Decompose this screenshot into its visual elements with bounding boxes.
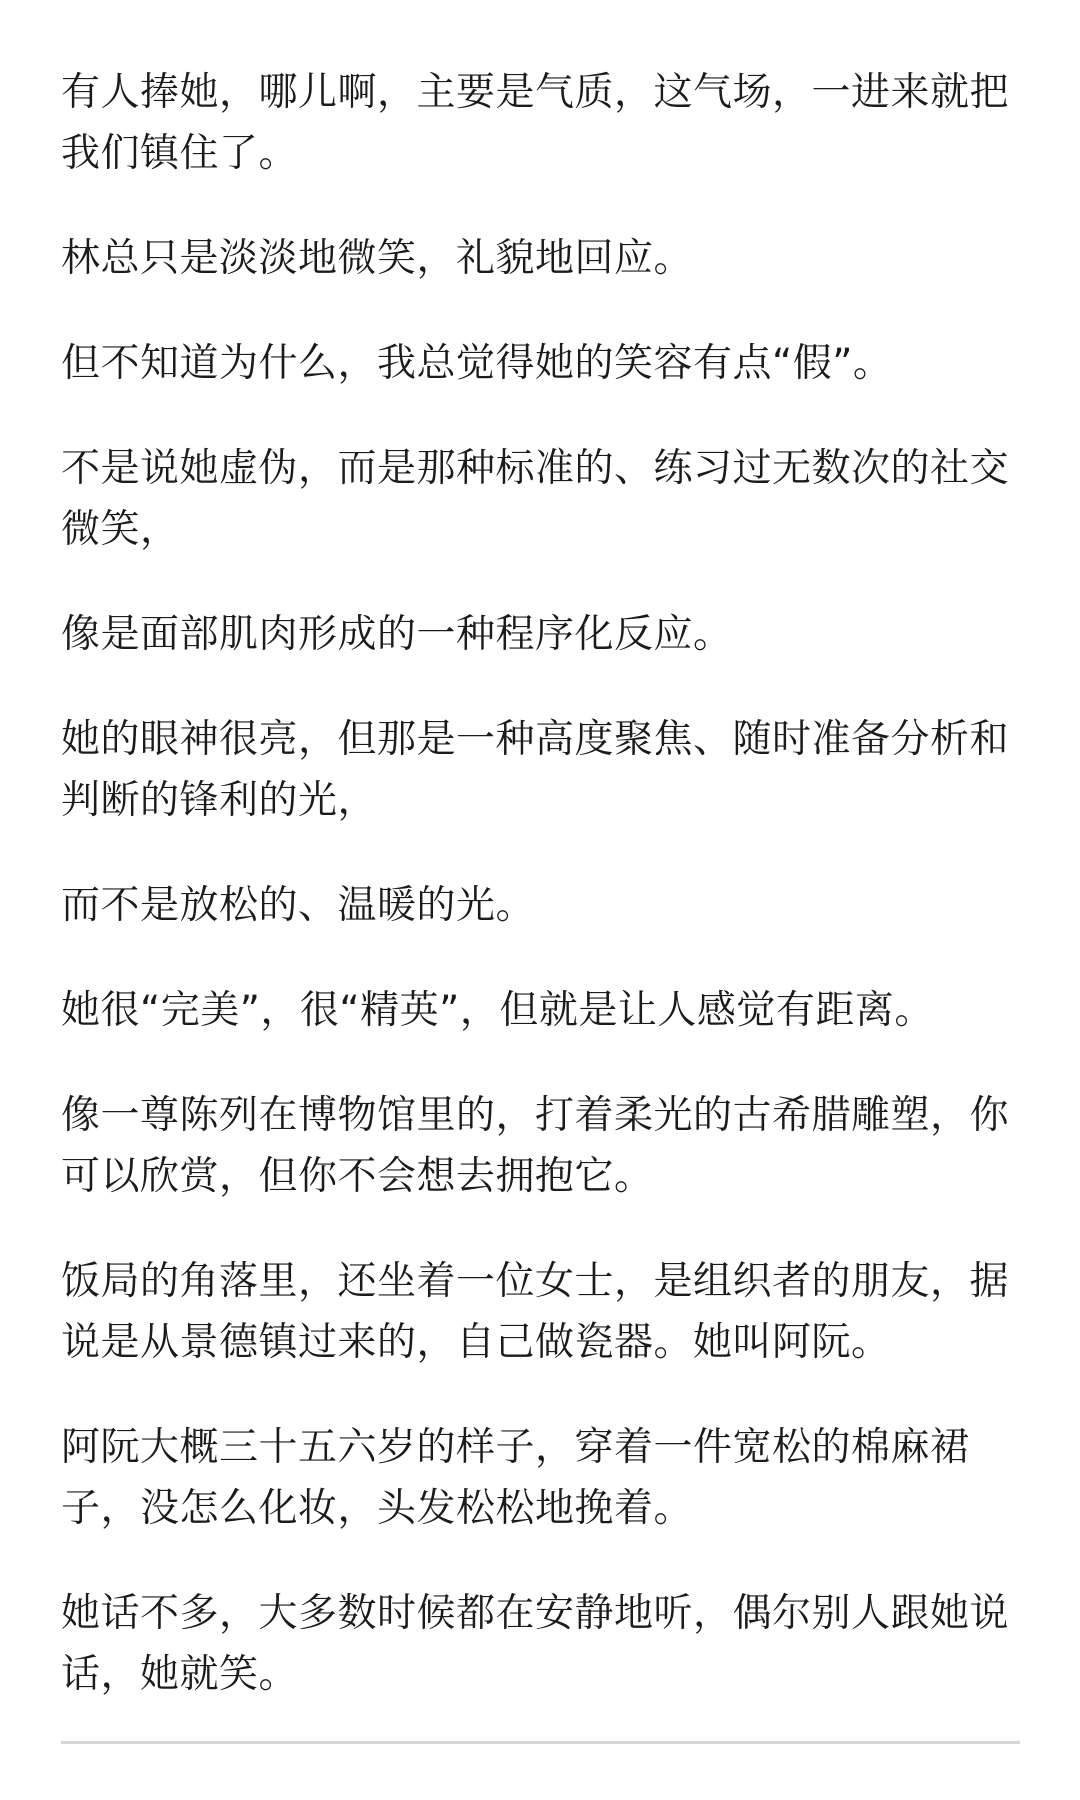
paragraph: 她话不多，大多数时候都在安静地听，偶尔别人跟她说话，她就笑。 (61, 1591, 1010, 1697)
paragraph: 林总只是淡淡地微笑，礼貌地回应。 (61, 236, 694, 281)
paragraph: 她很“完美”，很“精英”，但就是让人感觉有距离。 (61, 988, 934, 1033)
bottom-divider (61, 1741, 1020, 1744)
paragraph: 饭局的角落里，还坐着一位女士，是组织者的朋友，据说是从景德镇过来的，自己做瓷器。她叫阿阮。 (61, 1259, 1010, 1365)
paragraph: 不是说她虚伪，而是那种标准的、练习过无数次的社交微笑， (61, 446, 1010, 552)
paragraph: 像一尊陈列在博物馆里的，打着柔光的古希腊雕塑，你可以欣赏，但你不会想去拥抱它。 (61, 1093, 1010, 1199)
paragraph: 但不知道为什么，我总觉得她的笑容有点“假”。 (61, 341, 893, 386)
paragraph: 她的眼神很亮，但那是一种高度聚焦、随时准备分析和判断的锋利的光， (61, 717, 1010, 823)
paragraph: 像是面部肌肉形成的一种程序化反应。 (61, 612, 733, 657)
paragraph: 阿阮大概三十五六岁的样子，穿着一件宽松的棉麻裙子，没怎么化妆，头发松松地挽着。 (61, 1425, 970, 1531)
paragraph: 有人捧她，哪儿啊，主要是气质，这气场，一进来就把我们镇住了。 (61, 70, 1010, 176)
paragraph: 而不是放松的、温暖的光。 (61, 883, 536, 928)
article-body (61, 62, 1021, 1749)
